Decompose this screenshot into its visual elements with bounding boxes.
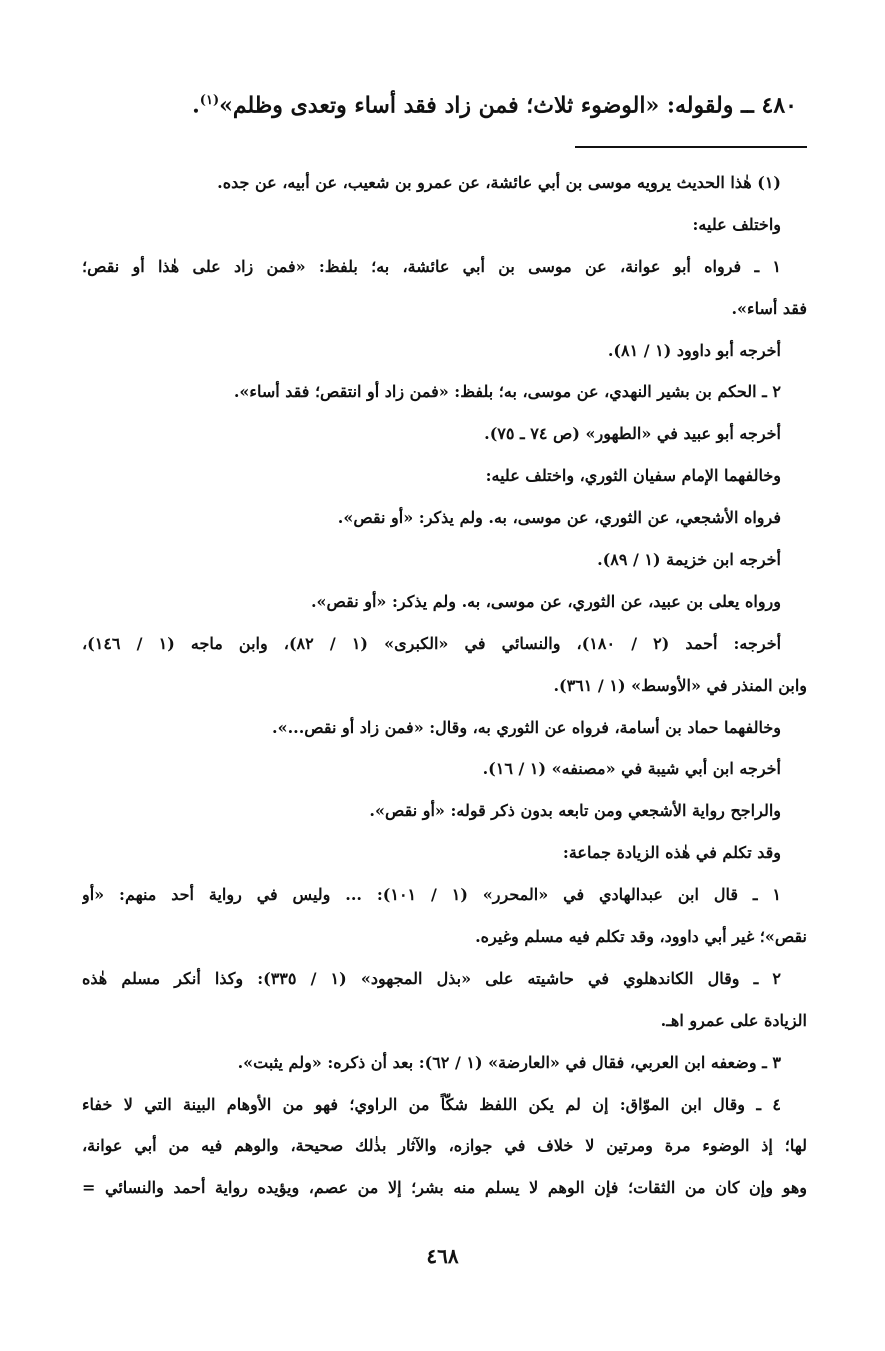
hadith-number: ٤٨٠ <box>761 92 797 119</box>
footnote-line: أخرجه أبو داوود (١ / ٨١). <box>607 340 781 360</box>
footnote-line: وخالفهما حماد بن أسامة، فرواه عن الثوري به، وقال: «فمن زاد أو نقص...». <box>272 717 781 737</box>
footnote-line: أخرجه أبو عبيد في «الطهور» (ص ٧٤ ـ ٧٥). <box>484 424 781 444</box>
footnote-separator <box>575 146 807 148</box>
hadith-heading <box>80 84 797 122</box>
footnotes-block <box>82 162 807 1209</box>
footnote-line: ٣ ـ وضعفه ابن العربي، فقال في «العارضة» (١ / ٦٢): بعد أن ذكره: «ولم يثبت». <box>237 1052 781 1072</box>
heading-end-mark: . <box>192 92 200 119</box>
hadith-text: ــ ولقوله: «الوضوء ثلاث؛ فمن زاد فقد أساء وتعدى وظلم» <box>219 92 754 119</box>
footnote-line: وخالفهما الإمام سفيان الثوري، واختلف عليه: <box>485 466 781 486</box>
footnote-reference: (١) <box>199 93 220 108</box>
footnote-line: ١ ـ قال ابن عبدالهادي في «المحرر» (١ / ١٠١): ... وليس في رواية أحد منهم: «أو <box>82 885 782 905</box>
footnote-line: ١ ـ فرواه أبو عوانة، عن موسى بن أبي عائشة، به؛ بلفظ: «فمن زاد على هٰذا أو نقص؛ <box>82 256 781 276</box>
footnote-line: ٢ ـ وقال الكاندهلوي في حاشيته على «بذل المجهود» (١ / ٣٣٥): وكذا أنكر مسلم هٰذه <box>82 968 782 988</box>
footnote-line: وقد تكلم في هٰذه الزيادة جماعة: <box>562 843 781 863</box>
footnote-line: لها؛ إذ الوضوء مرة ومرتين لا خلاف في جوازه، والآثار بذٰلك صحيحة، والوهم فيه من أبي عوانة، <box>82 1136 807 1156</box>
footnote-line: أخرجه ابن خزيمة (١ / ٨٩). <box>597 550 781 570</box>
footnote-line: وابن المنذر في «الأوسط» (١ / ٣٦١). <box>553 675 807 695</box>
footnote-line: (١) هٰذا الحديث يرويه موسى بن أبي عائشة، عن عمرو بن شعيب، عن أبيه، عن جده. <box>217 173 781 192</box>
footnote-line: ورواه يعلى بن عبيد، عن الثوري، عن موسى، به. ولم يذكر: «أو نقص». <box>310 591 781 611</box>
footnote-line: واختلف عليه: <box>692 214 781 234</box>
footnote-line: والراجح رواية الأشجعي ومن تابعه بدون ذكر قوله: «أو نقص». <box>369 801 781 821</box>
footnote-line: ٢ ـ الحكم بن بشير النهدي، عن موسى، به؛ بلفظ: «فمن زاد أو انتقص؛ فقد أساء». <box>233 382 781 402</box>
footnote-line: أخرجه ابن أبي شيبة في «مصنفه» (١ / ١٦). <box>482 759 781 779</box>
footnote-line: وهو وإن كان من الثقات؛ فإن الوهم لا يسلم منه بشر؛ إلا من عصم، ويؤيده رواية أحمد والنسائي = <box>82 1178 807 1198</box>
footnote-line: فقد أساء». <box>731 298 807 318</box>
footnote-line: أخرجه: أحمد (٢ / ١٨٠)، والنسائي في «الكبرى» (١ / ٨٢)، وابن ماجه (١ / ١٤٦)، <box>82 633 782 653</box>
footnote-line: نقص»؛ غير أبي داوود، وقد تكلم فيه مسلم وغيره. <box>475 927 807 947</box>
footnote-line: الزيادة على عمرو اهـ. <box>660 1010 807 1030</box>
page-number: ٤٦٨ <box>426 1244 459 1268</box>
footnote-line: فرواه الأشجعي، عن الثوري، عن موسى، به. ولم يذكر: «أو نقص». <box>337 508 781 528</box>
footnote-line: ٤ ـ وقال ابن الموّاق: إن لم يكن اللفظ شكّاً من الراوي؛ فهو من الأوهام البينة التي لا خفاء <box>82 1094 781 1114</box>
